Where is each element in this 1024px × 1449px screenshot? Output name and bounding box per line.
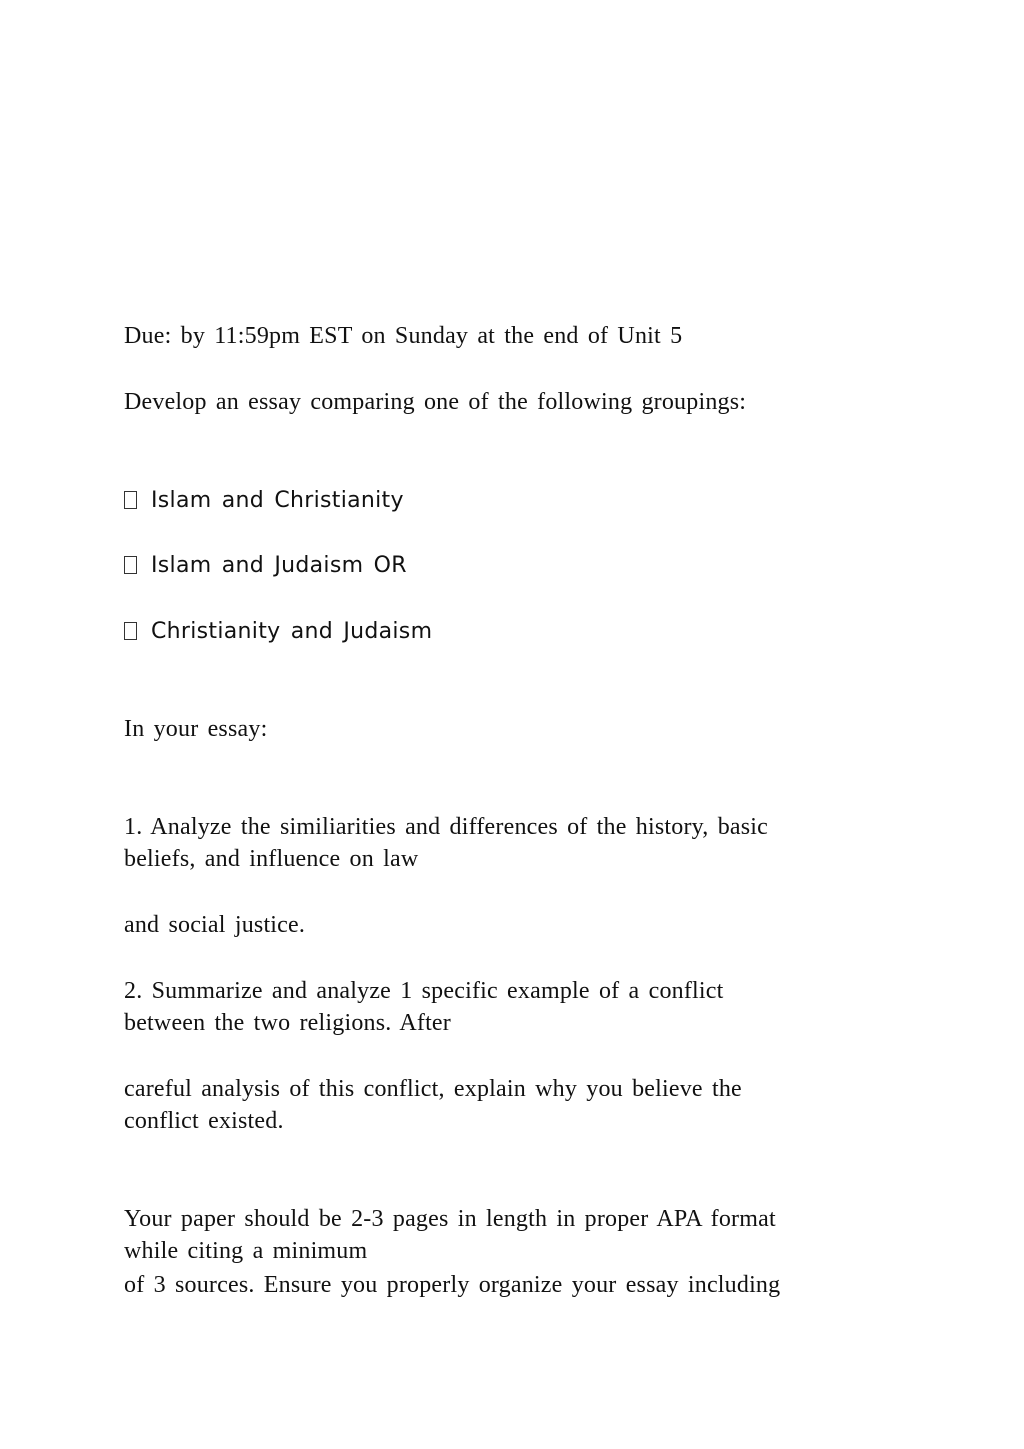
bullet-box-icon bbox=[124, 491, 137, 509]
item2-line2: between the two religions. After bbox=[124, 1010, 451, 1036]
item2-line3: careful analysis of this conflict, explain why you believe the bbox=[124, 1076, 742, 1102]
paper-line1: Your paper should be 2-3 pages in length in proper APA format bbox=[124, 1206, 776, 1232]
grouping-item bbox=[124, 549, 407, 582]
intro-text: Develop an essay comparing one of the following groupings: bbox=[124, 389, 747, 415]
paper-line2: while citing a minimum bbox=[124, 1238, 368, 1264]
due-date-text: Due: by 11:59pm EST on Sunday at the end of Unit 5 bbox=[124, 323, 683, 349]
item2-line4: conflict existed. bbox=[124, 1108, 284, 1134]
grouping-label: Islam and Judaism OR bbox=[151, 553, 407, 578]
item2-line1: 2. Summarize and analyze 1 specific example of a conflict bbox=[124, 978, 724, 1004]
essay-heading: In your essay: bbox=[124, 716, 268, 742]
paper-line3: of 3 sources. Ensure you properly organize your essay including bbox=[124, 1272, 781, 1298]
grouping-label: Christianity and Judaism bbox=[151, 619, 433, 644]
grouping-item bbox=[124, 615, 432, 648]
bullet-box-icon bbox=[124, 622, 137, 640]
grouping-label: Islam and Christianity bbox=[151, 488, 404, 513]
bullet-box-icon bbox=[124, 556, 137, 574]
item1-line2: beliefs, and influence on law bbox=[124, 846, 419, 872]
item1-line3: and social justice. bbox=[124, 912, 306, 938]
grouping-item bbox=[124, 484, 404, 517]
item1-line1: 1. Analyze the similiarities and differences of the history, basic bbox=[124, 814, 769, 840]
